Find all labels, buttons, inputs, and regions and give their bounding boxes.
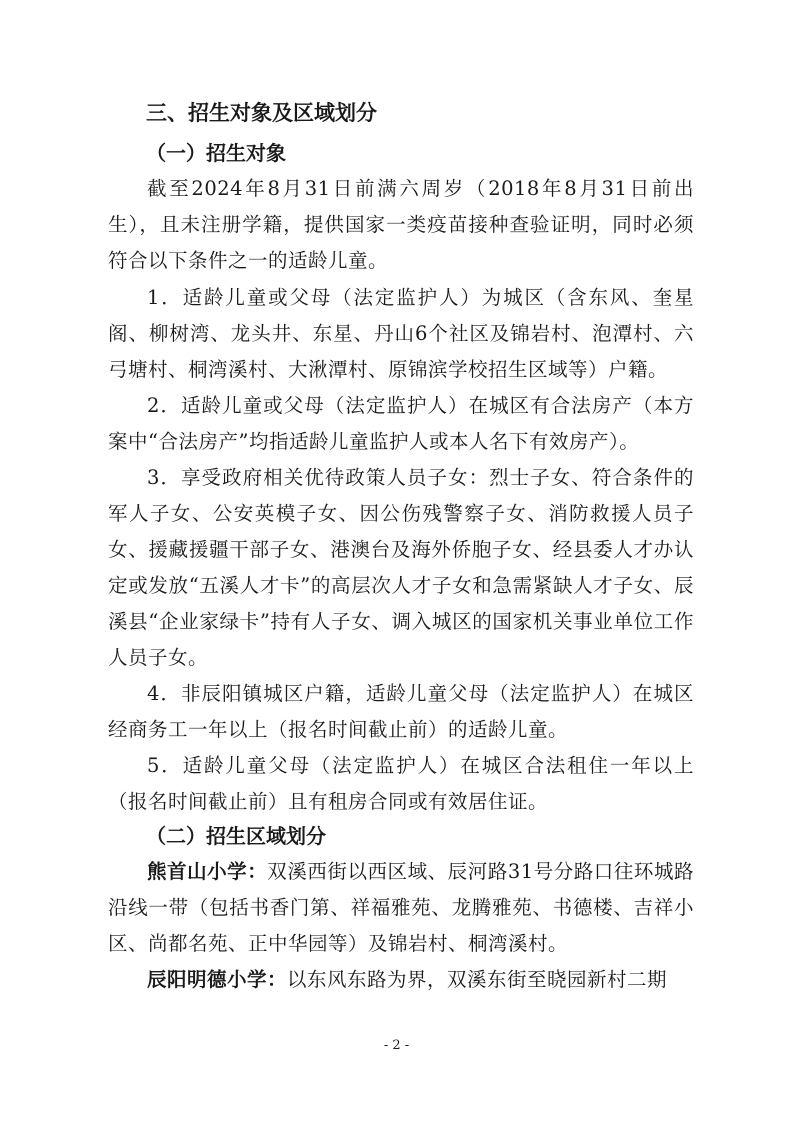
school-name: 熊首山小学：	[147, 860, 268, 883]
condition-4: 4．非辰阳镇城区户籍，适龄儿童父母（法定监护人）在城区经商务工一年以上（报名时间截止前）的适龄儿童。	[108, 682, 694, 741]
school-zone-xiongshoushan	[108, 854, 694, 962]
page-number: - 2 -	[383, 1038, 410, 1053]
subsection-heading-zoning: （二）招生区域划分	[146, 824, 326, 848]
condition-2: 2．适龄儿童或父母（法定监护人）在城区有合法房产（本方案中“合法房产”均指适龄儿童监护人或本人名下有效房产）。	[108, 394, 694, 453]
school-zone-chenyang-mingde	[108, 962, 694, 998]
condition-3: 3．享受政府相关优待政策人员子女：烈士子女、符合条件的军人子女、公安英模子女、因公伤残警察子女、消防救援人员子女、援藏援疆干部子女、港澳台及海外侨胞子女、经县委人才办认定或发放“五溪人才卡”的高层次人才子女和急需紧缺人才子女、辰溪县“企业家绿卡”持有人子女、调入城区的国家机关事业单位工作人员子女。	[108, 466, 694, 669]
school-zone-text: 双溪西街以西区域、辰河路31号分路口往环城路沿线一带（包括书香门第、祥福雅苑、龙腾雅苑、书德楼、吉祥小区、尚都名苑、正中华园等）及锦岩村、桐湾溪村。	[108, 860, 694, 955]
intro-paragraph: 截至2024年8月31日前满六周岁（2018年8月31日前出生），且未注册学籍，提供国家一类疫苗接种查验证明，同时必须符合以下条件之一的适龄儿童。	[108, 177, 694, 272]
school-zone-text: 以东风东路为界，双溪东街至晓园新村二期	[287, 968, 668, 991]
school-name: 辰阳明德小学：	[147, 968, 288, 991]
condition-5: 5．适龄儿童父母（法定监护人）在城区合法租住一年以上（报名时间截止前）且有租房合同或有效居住证。	[108, 754, 694, 813]
condition-1: 1．适龄儿童或父母（法定监护人）为城区（含东风、奎星阁、柳树湾、龙头井、东星、丹山6个社区及锦岩村、泡潭村、六弓塘村、桐湾溪村、大湫潭村、原锦滨学校招生区域等）户籍。	[108, 286, 694, 381]
subsection-heading-recruitment-targets: （一）招生对象	[146, 141, 286, 165]
section-heading: 三、招生对象及区域划分	[146, 101, 377, 125]
